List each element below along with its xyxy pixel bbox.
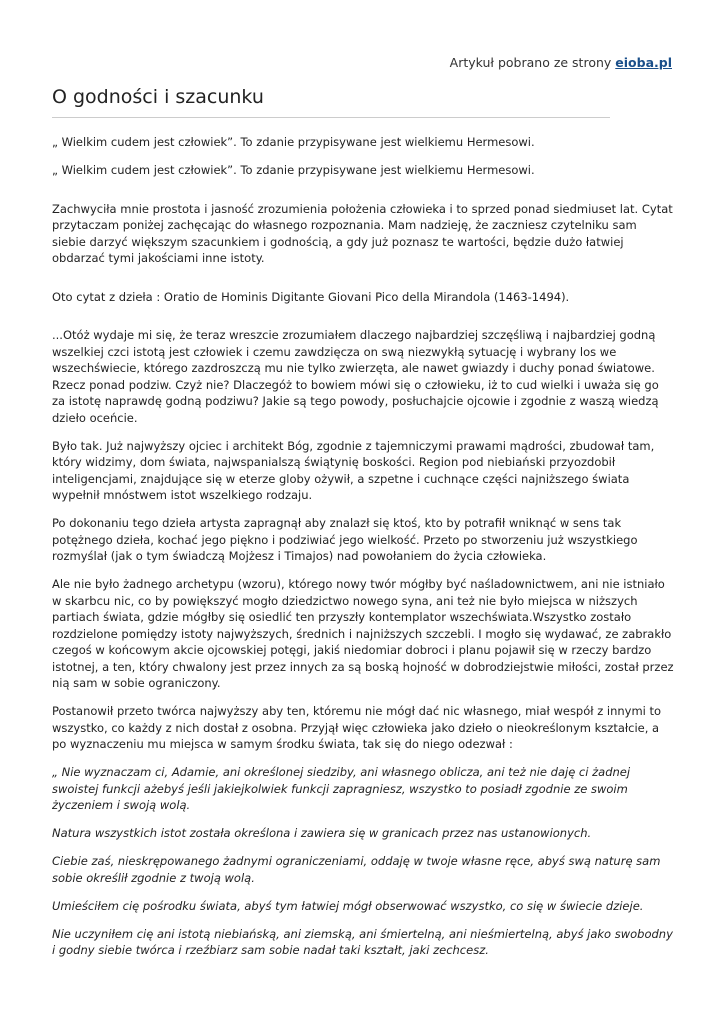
source-label: Artykuł pobrano ze strony bbox=[449, 55, 616, 70]
paragraph: „ Wielkim cudem jest człowiek”. To zdanie przypisywane jest wielkiemu Hermesowi. bbox=[52, 163, 535, 177]
article-body bbox=[52, 134, 674, 970]
paragraph: Zachwyciła mnie prostota i jasność zrozumienia położenia człowieka i to sprzed ponad siedmiuset lat. Cytat przytaczam poniżej zachęcając do własnego rozpoznania. Mam nadzieję, że zaczniesz czytelniku sam siebie darzyć większym szacunkiem i godnością, a gdy już poznasz te wartości, będzie dużo łatwiej obdarzać tymi jakościami inne istoty. bbox=[52, 201, 673, 265]
quote-paragraph: Umieściłem cię pośrodku świata, abyś tym łatwiej mógł obserwować wszystko, co się w świecie dzieje. bbox=[52, 898, 644, 913]
quote-paragraph: Natura wszystkich istot została określona i zawiera się w granicach przez nas ustanowionych. bbox=[52, 826, 592, 840]
article-title: O godności i szacunku bbox=[52, 86, 264, 108]
paragraph: „ Wielkim cudem jest człowiek”. To zdanie przypisywane jest wielkiemu Hermesowi. bbox=[52, 135, 535, 149]
paragraph: ...Otóż wydaje mi się, że teraz wreszcie zrozumiałem dlaczego najbardziej szczęśliwą i najbardziej godną wszelkiej czci istotą jest człowiek i czemu zawdzięcza on swą niezwykłą sytuację i wybrany los we wszechświecie, którego zazdroszczą mu nie tylko zwierzęta, ale nawet gwiazdy i duchy ponad światowe. Rzecz ponad podziw. Czyż nie? Dlaczegóż to bowiem mówi się o człowieku, iż to cud wielki i uważa się go za istotę naprawdę godną podziwu? Jakie są tego powody, posłuchajcie ojcowie i zgodnie z waszą wiedzą dzieło oceńcie. bbox=[52, 328, 659, 425]
paragraph: Po dokonaniu tego dzieła artysta zapragnął aby znalazł się ktoś, kto by potrafił wniknąć w sens tak potężnego dzieła, kochać jego piękno i podziwiać jego wielkość. Przeto po stworzeniu już wszystkiego rozmyślał (jak o tym świadczą Mojżesz i Timajos) nad powołaniem do życia człowieka. bbox=[52, 516, 638, 563]
quote-paragraph: Ciebie zaś, nieskrępowanego żadnymi ograniczeniami, oddaję w twoje własne ręce, abyś swą naturę sam sobie określił zgodnie z twoją wolą. bbox=[52, 854, 661, 885]
paragraph: Postanowił przeto twórca najwyższy aby ten, któremu nie mógł dać nic własnego, miał wespół z innymi to wszystko, co każdy z nich dostał z osobna. Przyjął więc człowieka jako dzieło o nieokreślonym kształcie, a po wyznaczeniu mu miejsca w samym środku świata, tak się do niego odezwał : bbox=[52, 704, 662, 751]
paragraph: Ale nie było żadnego archetypu (wzoru), którego nowy twór mógłby być naśladownictwem, ani nie istniało w skarbcu nic, co by powiększyć mogło dziedzictwo nowego syna, ani też nie było miejsca w niższych partiach świata, gdzie mógłby się osiedlić ten przyszły kontemplator wszechświata.Wszystko zostało rozdzielone pomiędzy istoty najwyższych, średnich i najniższych szczebli. I mogło się wydawać, ze zabrakło czegoś w końcowym akcie ojcowskiej potęgi, jakiś niedomiar dobroci i planu pojawił się w rzeczy bardzo istotnej, a ten, który chwalony jest przez innych za są boską hojność w dobrodziejstwie miłości, został przez nią sam w sobie ograniczony. bbox=[52, 577, 674, 690]
paragraph: Było tak. Już najwyższy ojciec i architekt Bóg, zgodnie z tajemniczymi prawami mądrości, zbudował tam, który widzimy, dom świata, najwspanialszą świątynię boskości. Region pod niebiański przyozdobił inteligencjami, znajdujące się w eterze globy ożywił, a szpetne i cuchnące części najniższego świata wypełnił mnóstwem istot wszelkiego rodzaju. bbox=[52, 438, 655, 502]
quote-paragraph: „ Nie wyznaczam ci, Adamie, ani określonej siedziby, ani własnego oblicza, ani też nie daję ci żadnej swoistej funkcji ażebyś jeśli jakiejkolwiek funkcji zapragniesz, wszystko to posiadł zgodnie ze swoim życzeniem i swoją wolą. bbox=[52, 765, 631, 812]
source-header bbox=[450, 55, 672, 70]
paragraph: Oto cytat z dzieła : Oratio de Hominis Digitante Giovani Pico della Mirandola (1463-1494). bbox=[52, 289, 570, 304]
quote-paragraph: Nie uczyniłem cię ani istotą niebiańską, ani ziemską, ani śmiertelną, ani nieśmiertelną, abyś jako swobodny i godny siebie twórca i rzeźbiarz sam sobie nadał taki kształt, jaki zechcesz. bbox=[52, 926, 673, 957]
site-link[interactable]: eioba.pl bbox=[615, 55, 672, 70]
title-divider bbox=[52, 117, 610, 118]
